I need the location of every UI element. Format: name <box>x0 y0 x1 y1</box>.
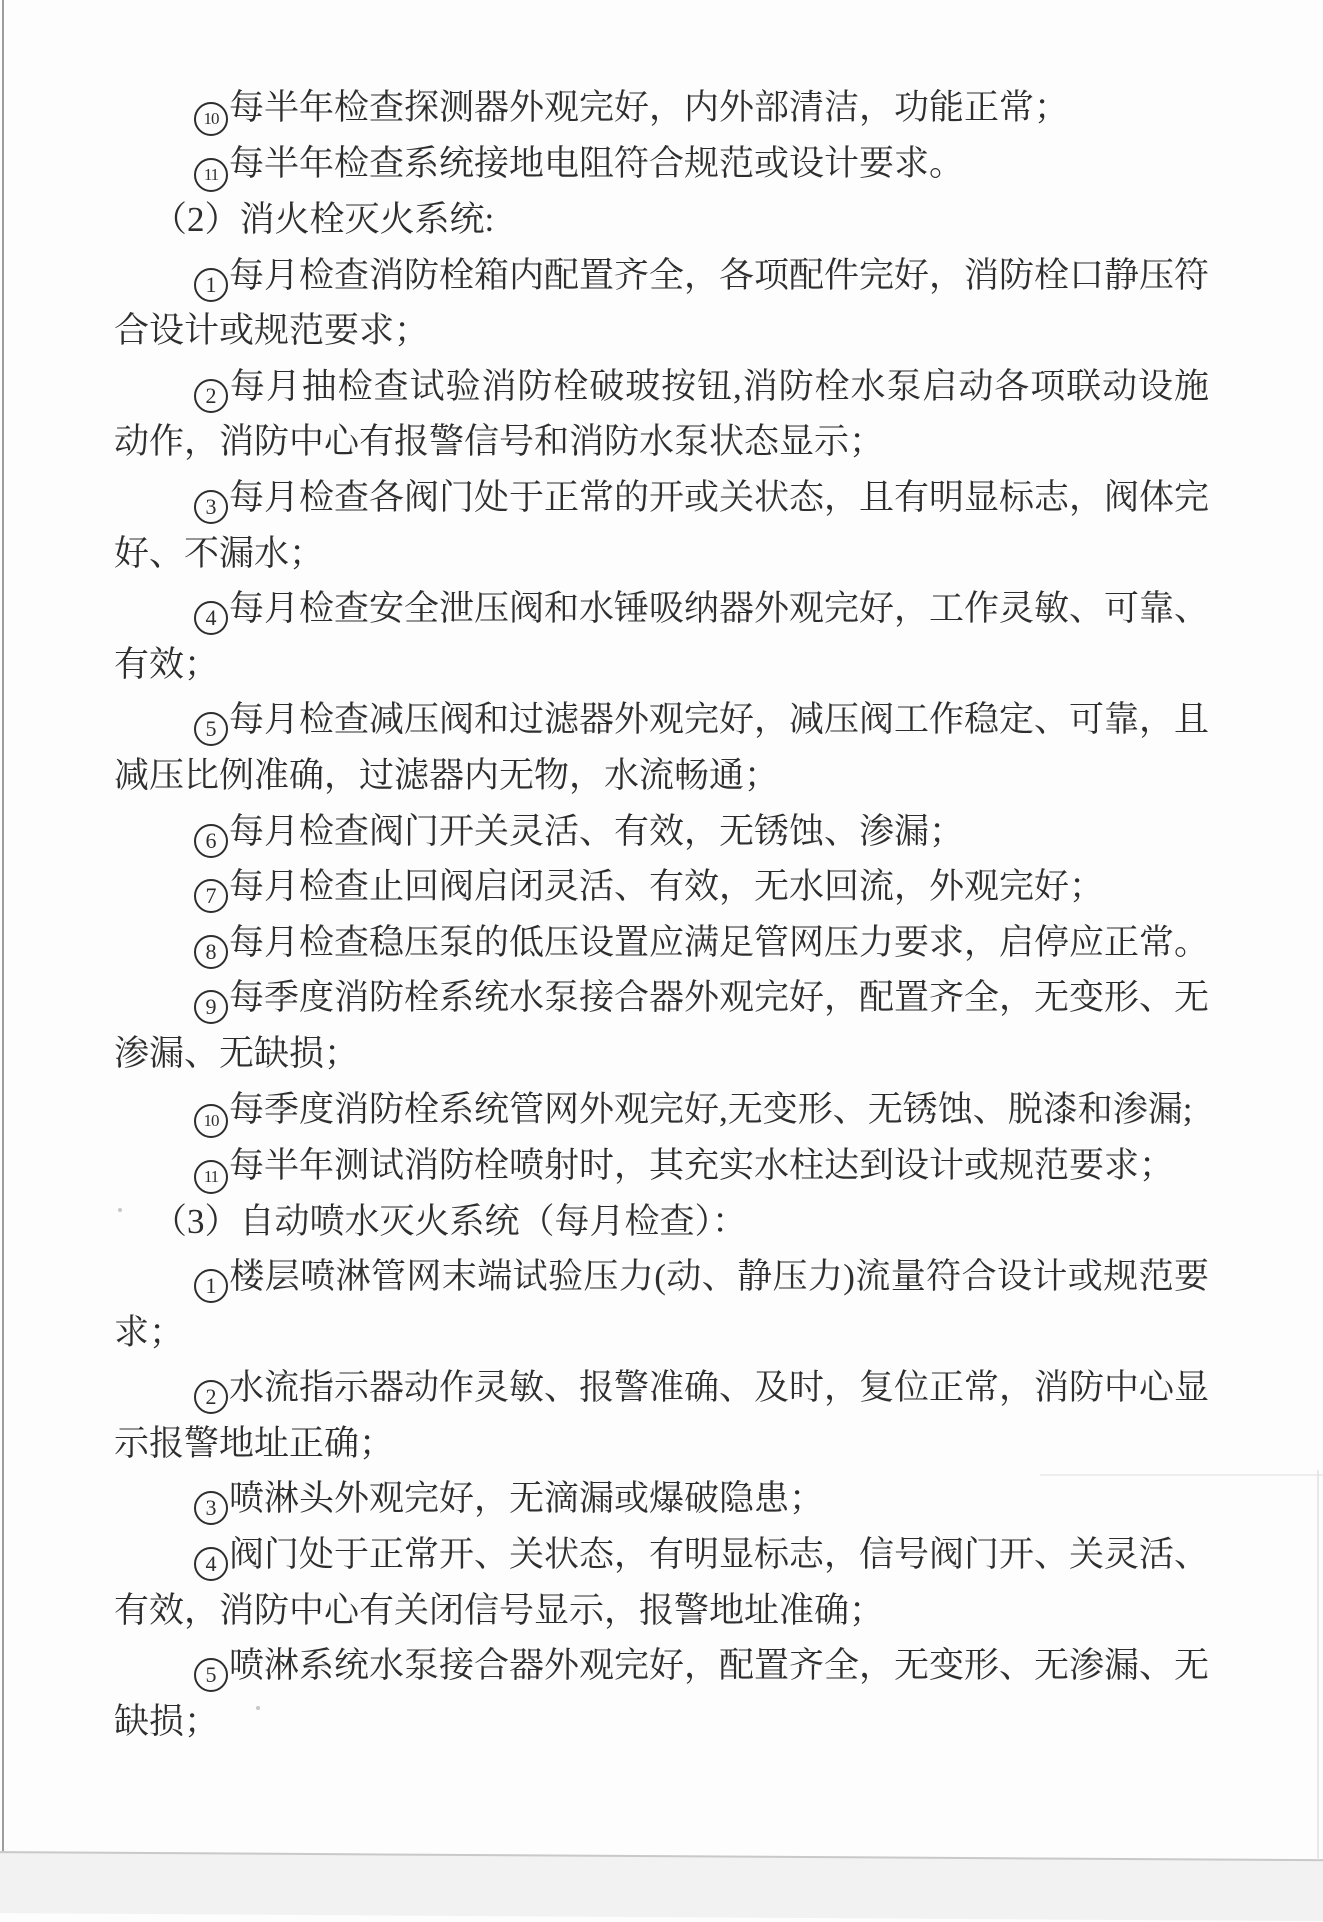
inspection-item: 2 每月抽检查试验消防栓破玻按钮,消防栓水泵启动各项联动设施动作，消防中心有报警信号和消防水泵状态显示； <box>114 366 1209 462</box>
section-heading: （3）自动喷水灭火系统（每月检查）： <box>152 1201 748 1241</box>
circled-number-marker: 1 <box>194 268 228 302</box>
circled-number-marker: 4 <box>194 601 228 635</box>
circled-number-marker: 11 <box>194 158 228 192</box>
inspection-item: 2 水流指示器动作灵敏、报警准确、及时，复位正常，消防中心显示报警地址正确； <box>114 1368 1210 1463</box>
inspection-item: 8 每月检查稳压泵的低压设置应满足管网压力要求，启停应正常。 <box>114 915 1209 971</box>
scan-bottom-paper-edge <box>0 1851 1323 1922</box>
inspection-item: 3 喷淋头外观完好，无滴漏或爆破隐患； <box>114 1471 1209 1527</box>
scan-speck <box>118 1208 122 1212</box>
inspection-item: 6 每月检查阀门开关灵活、有效，无锈蚀、渗漏； <box>114 804 1209 860</box>
document-body <box>114 80 1209 1749</box>
circled-number-marker: 3 <box>194 490 228 524</box>
scan-speck <box>256 1706 260 1710</box>
scan-right-faint-line <box>1317 1470 1319 1860</box>
circled-number-marker: 2 <box>194 379 228 413</box>
inspection-item: 10 每季度消防栓系统管网外观完好,无变形、无锈蚀、脱漆和渗漏; <box>114 1082 1209 1138</box>
circled-number-marker: 5 <box>194 712 228 746</box>
inspection-item: 5 喷淋系统水泵接合器外观完好，配置齐全，无变形、无渗漏、无缺损； <box>114 1646 1210 1741</box>
inspection-item: 10 每半年检查探测器外观完好，内外部清洁，功能正常； <box>114 80 1209 136</box>
circled-number-marker: 10 <box>194 1104 228 1138</box>
section-heading: （2）消火栓灭火系统: <box>152 200 495 239</box>
inspection-item: 7 每月检查止回阀启闭灵活、有效，无水回流，外观完好； <box>114 859 1209 915</box>
inspection-item: 3 每月检查各阀门处于正常的开或关状态，且有明显标志，阀体完好、不漏水； <box>114 477 1210 573</box>
circled-number-marker: 8 <box>194 935 228 969</box>
circled-number-marker: 10 <box>194 102 228 136</box>
inspection-item: 11 每半年测试消防栓喷射时，其充实水柱达到设计或规范要求； <box>114 1138 1209 1194</box>
inspection-item: 5 每月检查减压阀和过滤器外观完好，减压阀工作稳定、可靠，且减压比例准确，过滤器内无物，水流畅通； <box>114 700 1210 795</box>
circled-number-marker: 11 <box>194 1160 228 1194</box>
circled-number-marker: 4 <box>194 1547 228 1581</box>
inspection-item: 9 每季度消防栓系统水泵接合器外观完好，配置齐全，无变形、无渗漏、无缺损； <box>114 978 1210 1073</box>
circled-number-marker: 3 <box>194 1491 228 1525</box>
inspection-item: 4 阀门处于正常开、关状态，有明显标志，信号阀门开、关灵活、有效，消防中心有关闭信号显示，报警地址准确； <box>114 1535 1210 1630</box>
inspection-item: 4 每月检查安全泄压阀和水锤吸纳器外观完好，工作灵敏、可靠、有效； <box>114 589 1210 684</box>
scan-left-edge-line <box>2 0 4 1853</box>
circled-number-marker: 7 <box>194 879 228 913</box>
inspection-item: 1 楼层喷淋管网末端试验压力(动、静压力)流量符合设计或规范要求； <box>114 1257 1209 1352</box>
circled-number-marker: 9 <box>194 990 228 1024</box>
circled-number-marker: 5 <box>194 1658 228 1692</box>
circled-number-marker: 2 <box>194 1380 228 1414</box>
circled-number-marker: 1 <box>194 1269 228 1303</box>
scan-horizontal-faint-line <box>1040 1474 1323 1476</box>
inspection-item: 1 每月检查消防栓箱内配置齐全，各项配件完好，消防栓口静压符合设计或规范要求； <box>114 255 1210 351</box>
inspection-item: 11 每半年检查系统接地电阻符合规范或设计要求。 <box>114 136 1209 192</box>
circled-number-marker: 6 <box>194 824 228 858</box>
